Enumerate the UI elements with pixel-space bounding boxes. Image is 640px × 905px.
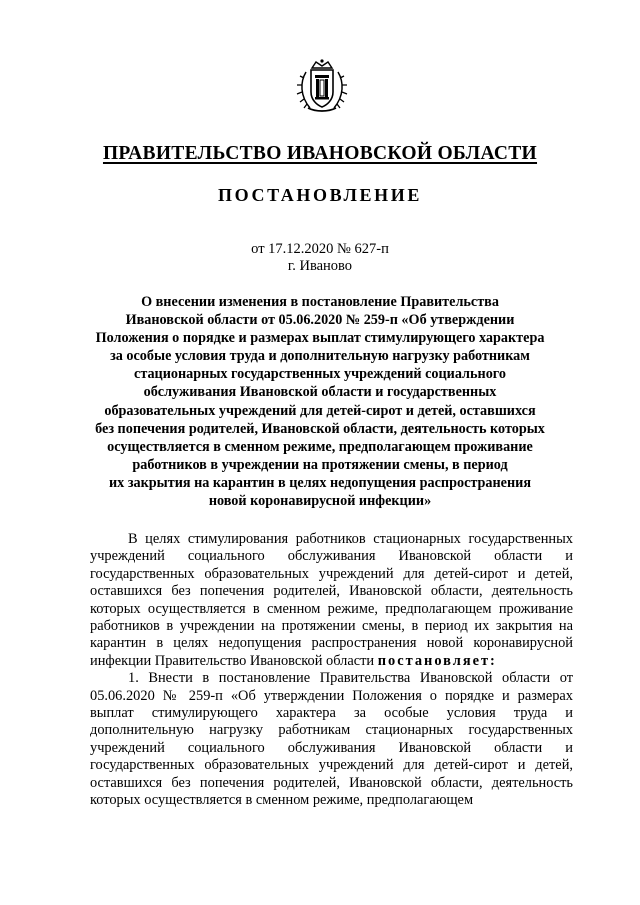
heading-line: О внесении изменения в постановление Правительства xyxy=(141,294,499,310)
heading-line: за особые условия труда и дополнительную нагрузку работникам xyxy=(110,348,530,365)
heading-line: работников в учреждении на протяжении смены, в период xyxy=(132,456,508,473)
government-name: ПРАВИТЕЛЬСТВО ИВАНОВСКОЙ ОБЛАСТИ xyxy=(102,143,538,164)
document-type: ПОСТАНОВЛЕНИЕ xyxy=(218,185,422,205)
heading-line: Ивановской области от 05.06.2020 № 259-п «Об утверждении xyxy=(125,312,515,329)
heading-line: Положения о порядке и размерах выплат стимулирующего характера xyxy=(95,330,545,347)
body-paragraph-item-1: 1. Внести в постановление Правительства Ивановской области от 05.06.2020 № 259-п «Об утверждении Положения о порядке и размерах выплат стимулирующего характера за особые условия труда и дополнительную нагрузку работникам стационарных государственных учреждений социального обслуживания Ивановской области и государственных образовательных учреждений для детей-сирот и детей, оставшихся без попечения родителей, Ивановской области, деятельность которых осуществляется в сменном режиме, предполагающем xyxy=(90,670,573,809)
heading-line: образовательных учреждений для детей-сирот и детей, оставшихся xyxy=(104,402,536,419)
heading-line: новой коронавирусной инфекции» xyxy=(208,493,432,510)
heading-line: их закрытия на карантин в целях недопущения распространения xyxy=(109,474,531,491)
heading-line: осуществляется в сменном режиме, предполагающем проживание xyxy=(107,438,533,455)
preamble-text: В целях стимулирования работников стационарных государственных учреждений социального обслуживания Ивановской области и государственных образовательных учреждений для детей-сирот и детей, оставшихся без попечения родителей, Ивановской области, деятельность которых осуществляется в сменном режиме, предполагающем проживание работников в учреждении на протяжении смены, в период их закрытия на карантин в целях недопущения распространения новой коронавирусной инфекции Правительство Ивановской области xyxy=(90,531,573,669)
decree-word: постановляет: xyxy=(377,652,497,669)
document-body xyxy=(90,531,573,810)
document-date-number: от 17.12.2020 № 627-п xyxy=(251,241,389,257)
coat-of-arms-icon xyxy=(296,58,348,114)
document-city: г. Иваново xyxy=(287,258,353,274)
document-heading xyxy=(90,293,550,510)
heading-line: без попечения родителей, Ивановской области, деятельность которых xyxy=(95,420,545,437)
heading-line: стационарных государственных учреждений социального xyxy=(134,366,506,383)
body-paragraph-preamble xyxy=(90,531,573,670)
heading-line: обслуживания Ивановской области и государственных xyxy=(143,384,497,401)
